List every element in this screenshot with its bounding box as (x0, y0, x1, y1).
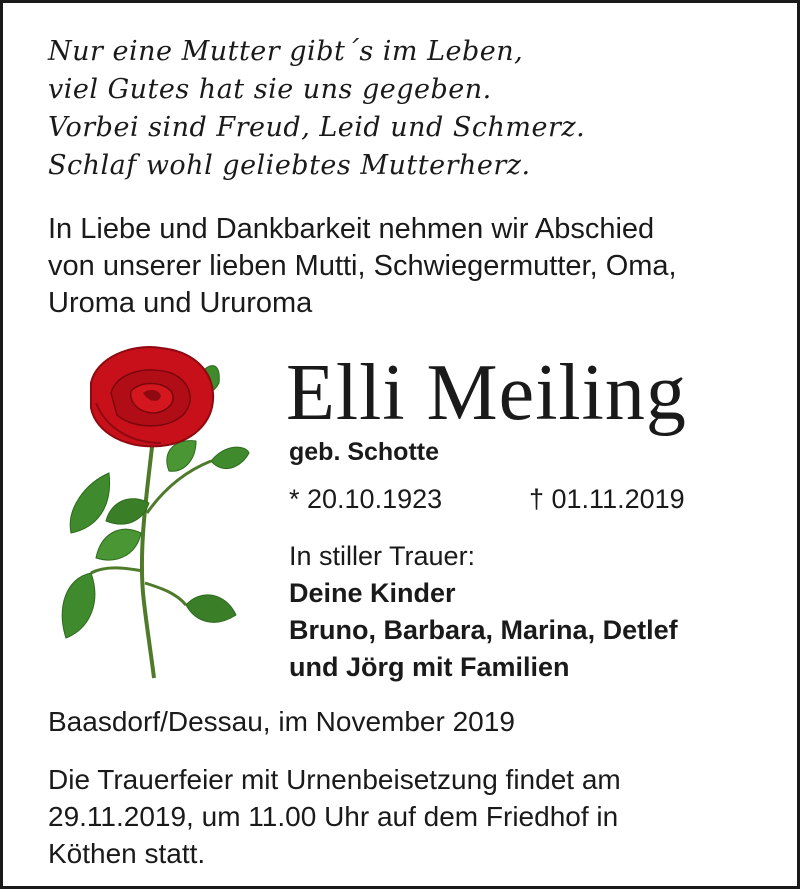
deceased-name: Elli Meiling (286, 349, 687, 437)
rose-branch (91, 568, 143, 573)
place-date: Baasdorf/Dessau, im November 2019 (48, 706, 515, 737)
funeral-line: 29.11.2019, um 11.00 Uhr auf dem Friedhof in (48, 801, 619, 832)
funeral-line: Die Trauerfeier mit Urnenbeisetzung findet am (48, 764, 621, 795)
intro-line: von unserer lieben Mutti, Schwiegermutter, Oma, (48, 250, 677, 282)
intro-line: In Liebe und Dankbarkeit nehmen wir Abschied (48, 213, 655, 245)
rose-leaf (62, 573, 95, 638)
rose-leaf (211, 447, 249, 468)
red-rose-icon (51, 343, 251, 683)
mourners-line: und Jörg mit Familien (289, 652, 570, 682)
poem-line: Schlaf wohl geliebtes Mutterherz. (48, 150, 531, 181)
mourners-heading: In stiller Trauer: (289, 541, 476, 571)
life-dates (289, 481, 685, 517)
poem-line: Nur eine Mutter gibt´s im Leben, (48, 36, 524, 67)
intro-line: Uroma und Ururoma (48, 287, 313, 319)
poem-line: Vorbei sind Freud, Leid und Schmerz. (48, 112, 586, 143)
mourners-line: Bruno, Barbara, Marina, Detlef (289, 615, 678, 645)
rose-leaf (96, 529, 141, 560)
poem (48, 33, 585, 185)
rose-leaf (186, 595, 236, 622)
death-date: † 01.11.2019 (529, 484, 685, 514)
maiden-name: geb. Schotte (289, 438, 440, 466)
poem-line: viel Gutes hat sie uns gegeben. (48, 74, 492, 105)
mourners (289, 538, 678, 686)
funeral-info (48, 761, 621, 872)
mourners-line: Deine Kinder (289, 578, 456, 608)
rose-stem (142, 438, 154, 678)
birth-date: * 20.10.1923 (289, 484, 443, 514)
rose-leaf (70, 473, 109, 533)
intro-text (48, 211, 677, 322)
funeral-line: Köthen statt. (48, 838, 206, 869)
rose-branch (145, 583, 186, 605)
